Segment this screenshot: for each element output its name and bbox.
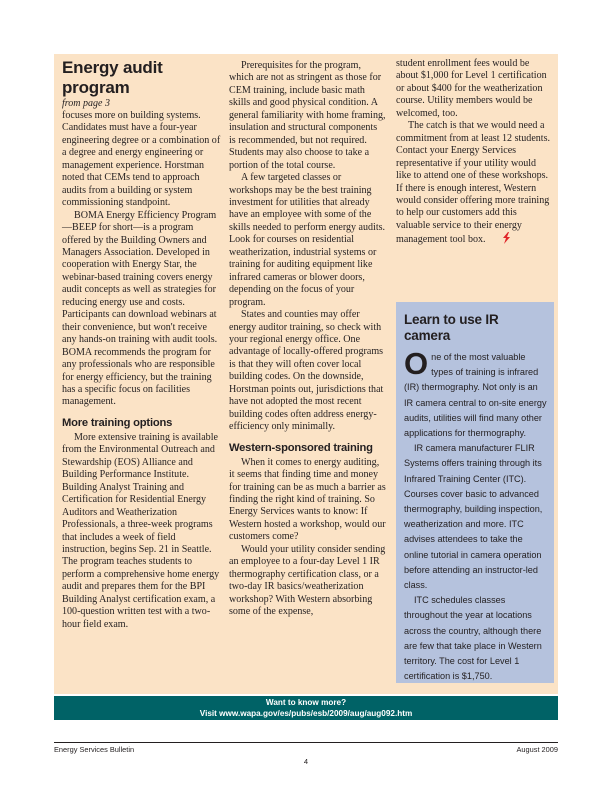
sidebar-paragraph-text: ne of the most valuable types of training is infrared (IR) thermography. Not only is an IR camera central to on-site energy audits, utilities will find many other applications for thermography. [404, 352, 547, 439]
paragraph: BOMA Energy Efficiency Program—BEEP for short—is a program offered by the Building Owners and Managers Association. Developed in cooperation with Energy Star, the webinar-based training covers energy audit concepts as well as strategies for reducing energy use and costs. Participants can download webinars at their convenience, but won't receive any hands-on training with audit tools. BOMA recommends the program for any professionals who are responsible for energy efficiency, but the training has a specific focus on facilities management. [62, 209, 218, 408]
paragraph-text: The catch is that we would need a commitment from at least 12 students. Contact your Energy Services representative if your utility would like to attend one of these workshops. If there is enough interest, Western would consider offering more training to help our customers add this valuable service to their energy management tool box. [396, 120, 551, 246]
paragraph: When it comes to energy auditing, it seems that finding time and money for training can be as much a barrier as finding the right kind of training. So Energy Services wants to know: If Western hosted a workshop, would our customers come? [229, 456, 386, 543]
page-number: 4 [303, 757, 309, 766]
paragraph-last [396, 120, 553, 247]
footer-date: August 2009 [516, 745, 558, 754]
footer-publication: Energy Services Bulletin [54, 745, 135, 754]
more-info-banner [54, 696, 558, 720]
article-title: Energy audit program [62, 58, 163, 97]
sidebar-paragraph: IR camera manufacturer FLIR Systems offers training through its Infrared Training Center (ITC). Courses cover basic to advanced thermography, building inspection, weatherization and more. ITC advises attendees to take the online tutorial in camera operation before attending an instructor-led class. [404, 443, 543, 591]
paragraph: Prerequisites for the program, which are not as stringent as those for CEM training, include basic math skills and good physical condition. A general familiarity with home framing, insulation and structural components is recommended, but not required. Students may also choose to take a portion of the total course. [229, 60, 386, 171]
sidebar-paragraph: ITC schedules classes throughout the year at locations across the country, although there are few that take place in Western territory. The cost for Level 1 certification is $1,750. [404, 595, 542, 682]
footer-rule [54, 742, 558, 743]
sidebar-content [404, 312, 548, 684]
banner-link[interactable]: Visit www.wapa.gov/es/pubs/esb/2009/aug/aug092.htm [199, 708, 413, 718]
paragraph: Would your utility consider sending an employee to a four-day Level 1 IR thermography certification class, or a two-day IR basics/weatherization workshop? With Western absorbing some of the expense, [229, 543, 386, 618]
banner-heading: Want to know more? [265, 698, 347, 707]
subheading-western-sponsored: Western-sponsored training [229, 441, 373, 454]
sidebar-paragraph [404, 346, 548, 441]
ir-camera-sidebar [396, 302, 554, 683]
drop-cap: O [404, 346, 429, 381]
column-1 [62, 58, 221, 631]
continued-from-label: from page 3 [62, 98, 110, 109]
subheading-more-training: More training options [62, 416, 173, 429]
paragraph: States and counties may offer energy auditor training, so check with your regional energy office. One advantage of locally-offered programs is that they will often cover local building codes. On the downside, Horstman points out, jurisdictions that have not adopted the most recent building codes often address energy-efficiency only minimally. [229, 309, 384, 433]
paragraph: focuses more on building systems. Candidates must have a four-year engineering degree or a combination of a degree and energy engineering or management experience. Horstman noted that CEMs tend to approach audits from a building or system commissioning standpoint. [62, 110, 221, 209]
column-3 [396, 58, 553, 247]
paragraph: A few targeted classes or workshops may be the best training investment for utilities that already have an employee with some of the skills needed to perform energy audits. Look for courses on residential weatherization, industrial systems or training for auditing equipment like infrared cameras or blower doors, depending on the focus of your program. [229, 172, 386, 308]
paragraph: More extensive training is available from the Environmental Outreach and Stewardship (EOS) Alliance and Building Performance Institute. Building Analyst Training and Certification for Residential Energy Auditors and Weatherization Professionals, a three-week programs that includes a week of field instruction, begins Sep. 21 in Seattle. The program teaches students to perform a comprehensive home energy audit and prepares them for the BPI Building Analyst certification exam, a 100-question written test with a two-hour field exam. [62, 431, 220, 630]
paragraph: student enrollment fees would be about $1,000 for Level 1 certification or about $400 for the weatherization course. Utility members would be welcomed, too. [396, 58, 547, 119]
lightning-bolt-icon [489, 232, 500, 244]
column-2 [229, 60, 386, 618]
sidebar-title: Learn to use IR camera [404, 312, 499, 343]
